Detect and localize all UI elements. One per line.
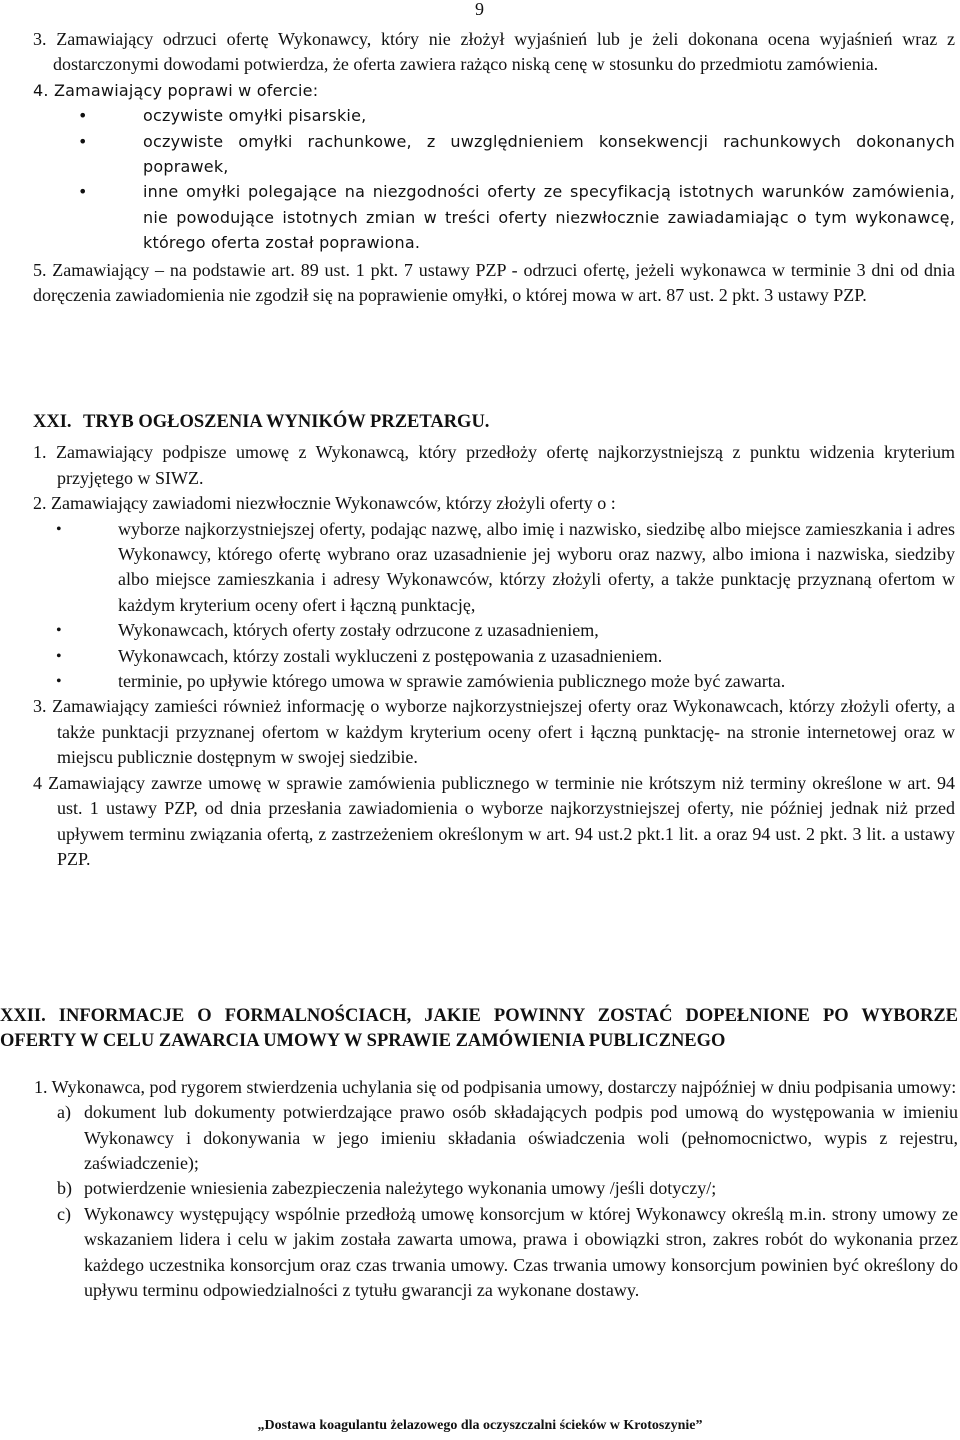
paragraph-20-5: 5. Zamawiający – na podstawie art. 89 ust. 1 pkt. 7 ustawy PZP - odrzuci ofertę, jeżeli wykonawca w terminie 3 dni od dnia doręczenia zawiadomienia nie zgodził się na poprawienie omyłki, o której mowa w art. 87 ust. 2 pkt. 3 ustawy PZP. xyxy=(33,259,955,306)
list-item: • wyborze najkorzystniejszej oferty, podając nazwę, albo imię i nazwisko, siedzibę albo miejsce zamieszkania i adres Wykonawcy, którego ofertę wybrano oraz uzasadnienie jej wyboru oraz nazwy, albo imiona i nazwiska, siedziby albo miejsce zamieszkania i adresy Wykonawców, którzy złożyli oferty, a także punktację przyznaną ofertom w każdym kryterium oceny ofert i łączną punktację, xyxy=(0,517,955,619)
section-22 xyxy=(0,1004,958,1303)
section-22-body xyxy=(0,1075,958,1304)
section-21 xyxy=(33,410,955,872)
paragraph-21-2: 2. Zamawiający zawiadomi niezwłocznie Wykonawców, którzy złożyli oferty o : xyxy=(33,493,616,514)
paragraph-21-3: 3. Zamawiający zamieści również informację o wyborze najkorzystniejszej oferty oraz Wykonawcach, którzy złożyli oferty, a także punktacji przyznanej ofertom w każdym kryterium oceny ofert i łączną punktację- na stronie internetowej oraz w miejscu publicznie dostępnym w swojej siedzibie. xyxy=(33,696,955,768)
paragraph-21-4: 4 Zamawiający zawrze umowę w sprawie zamówienia publicznego w terminie nie krótszym niż terminy określone w art. 94 ust. 1 ustawy PZP, od dnia przesłania zawiadomienia o wyborze najkorzystniejszej oferty, nie później jednak niż przed upływem terminu związania ofertą, z zastrzeżeniem określonym w art. 94 ust.2 pkt.1 lit. a oraz 94 ust. 2 pkt. 3 lit. a ustawy PZP. xyxy=(33,772,955,869)
list-label: a) xyxy=(57,1102,71,1123)
paragraph-22-1: 1. Wykonawca, pod rygorem stwierdzenia uchylania się od podpisania umowy, dostarczy najpóźniej w dniu podpisania umowy: xyxy=(34,1076,957,1097)
section-22-heading: XXII. INFORMACJE O FORMALNOŚCIACH, JAKIE POWINNY ZOSTAĆ DOPEŁNIONE PO WYBORZE OFERTY W CELU ZAWARCIA UMOWY W SPRAWIE ZAMÓWIENIA PUBLICZNEGO xyxy=(0,1006,958,1052)
list-item: • terminie, po upływie którego umowa w sprawie zamówienia publicznego może być zawarta. xyxy=(0,669,955,694)
list-item-b xyxy=(0,1176,958,1201)
list-20-4 xyxy=(0,103,955,255)
list-item: • oczywiste omyłki pisarskie, xyxy=(0,103,955,128)
section-21-title: TRYB OGŁOSZENIA WYNIKÓW PRZETARGU. xyxy=(83,412,490,432)
section-21-number: XXI. xyxy=(33,412,72,432)
paragraph-20-4: 4. Zamawiający poprawi w ofercie: xyxy=(33,80,319,100)
list-item-text: dokument lub dokumenty potwierdzające prawo osób składających podpis pod umową do występowania w imieniu Wykonawcy i dokonywania w jego imieniu składania oświadczenia woli (pełnomocnictwo, wypis z rejestru, zaświadczenie); xyxy=(84,1102,958,1174)
list-item: • inne omyłki polegające na niezgodności oferty ze specyfikacją istotnych warunków zamówienia, nie powodujące istotnych zmian w treści oferty niezwłocznie zawiadamiając o tym wykonawcę, którego oferta został poprawiona. xyxy=(0,179,955,255)
page-footer: „Dostawa koagulantu żelazowego dla oczyszczalni ścieków w Krotoszynie” xyxy=(257,1418,703,1433)
list-item-text: potwierdzenie wniesienia zabezpieczenia należytego wykonania umowy /jeśli dotyczy/; xyxy=(84,1178,717,1199)
list-label: b) xyxy=(57,1178,72,1199)
page-number: 9 xyxy=(475,0,484,19)
list-item: • oczywiste omyłki rachunkowe, z uwzględnieniem konsekwencji rachunkowych dokonanych poprawek, xyxy=(0,129,955,180)
list-label: c) xyxy=(57,1203,71,1224)
list-item-text: Wykonawcy występujący wspólnie przedłożą umowę konsorcjum w której Wykonawcy określą m.in. strony umowy ze wskazaniem lidera i celu w jakim została zawarta umowa, prawa i obowiązki stron, zakres robót do wykonania przez każdego uczestnika konsorcjum oraz czas trwania umowy. Czas trwania umowy konsorcjum powinien być określony do upływu terminu odpowiedzialności z tytułu gwarancji za wykonane dostawy. xyxy=(84,1203,958,1301)
list-21-2 xyxy=(0,517,955,695)
paragraph-21-1: 1. Zamawiający podpisze umowę z Wykonawcą, który przedłoży ofertę najkorzystniejszą z punktu widzenia kryterium przyjętego w SIWZ. xyxy=(33,442,955,488)
list-item-a xyxy=(0,1100,958,1176)
paragraph-20-3: 3. Zamawiający odrzuci ofertę Wykonawcy, który nie złożył wyjaśnień lub je żeli dokonana ocena wyjaśnień wraz z dostarczonymi dowodami potwierdza, że oferta zawiera rażąco niską cenę w stosunku do przedmiotu zamówienia. xyxy=(33,29,955,75)
list-item-c xyxy=(0,1202,958,1304)
list-item: • Wykonawcach, których oferty zostały odrzucone z uzasadnieniem, xyxy=(0,618,955,643)
list-item: • Wykonawcach, którzy zostali wykluczeni z postępowania z uzasadnieniem. xyxy=(0,644,955,669)
section-20-continuation xyxy=(33,27,955,308)
section-21-heading xyxy=(33,410,955,435)
